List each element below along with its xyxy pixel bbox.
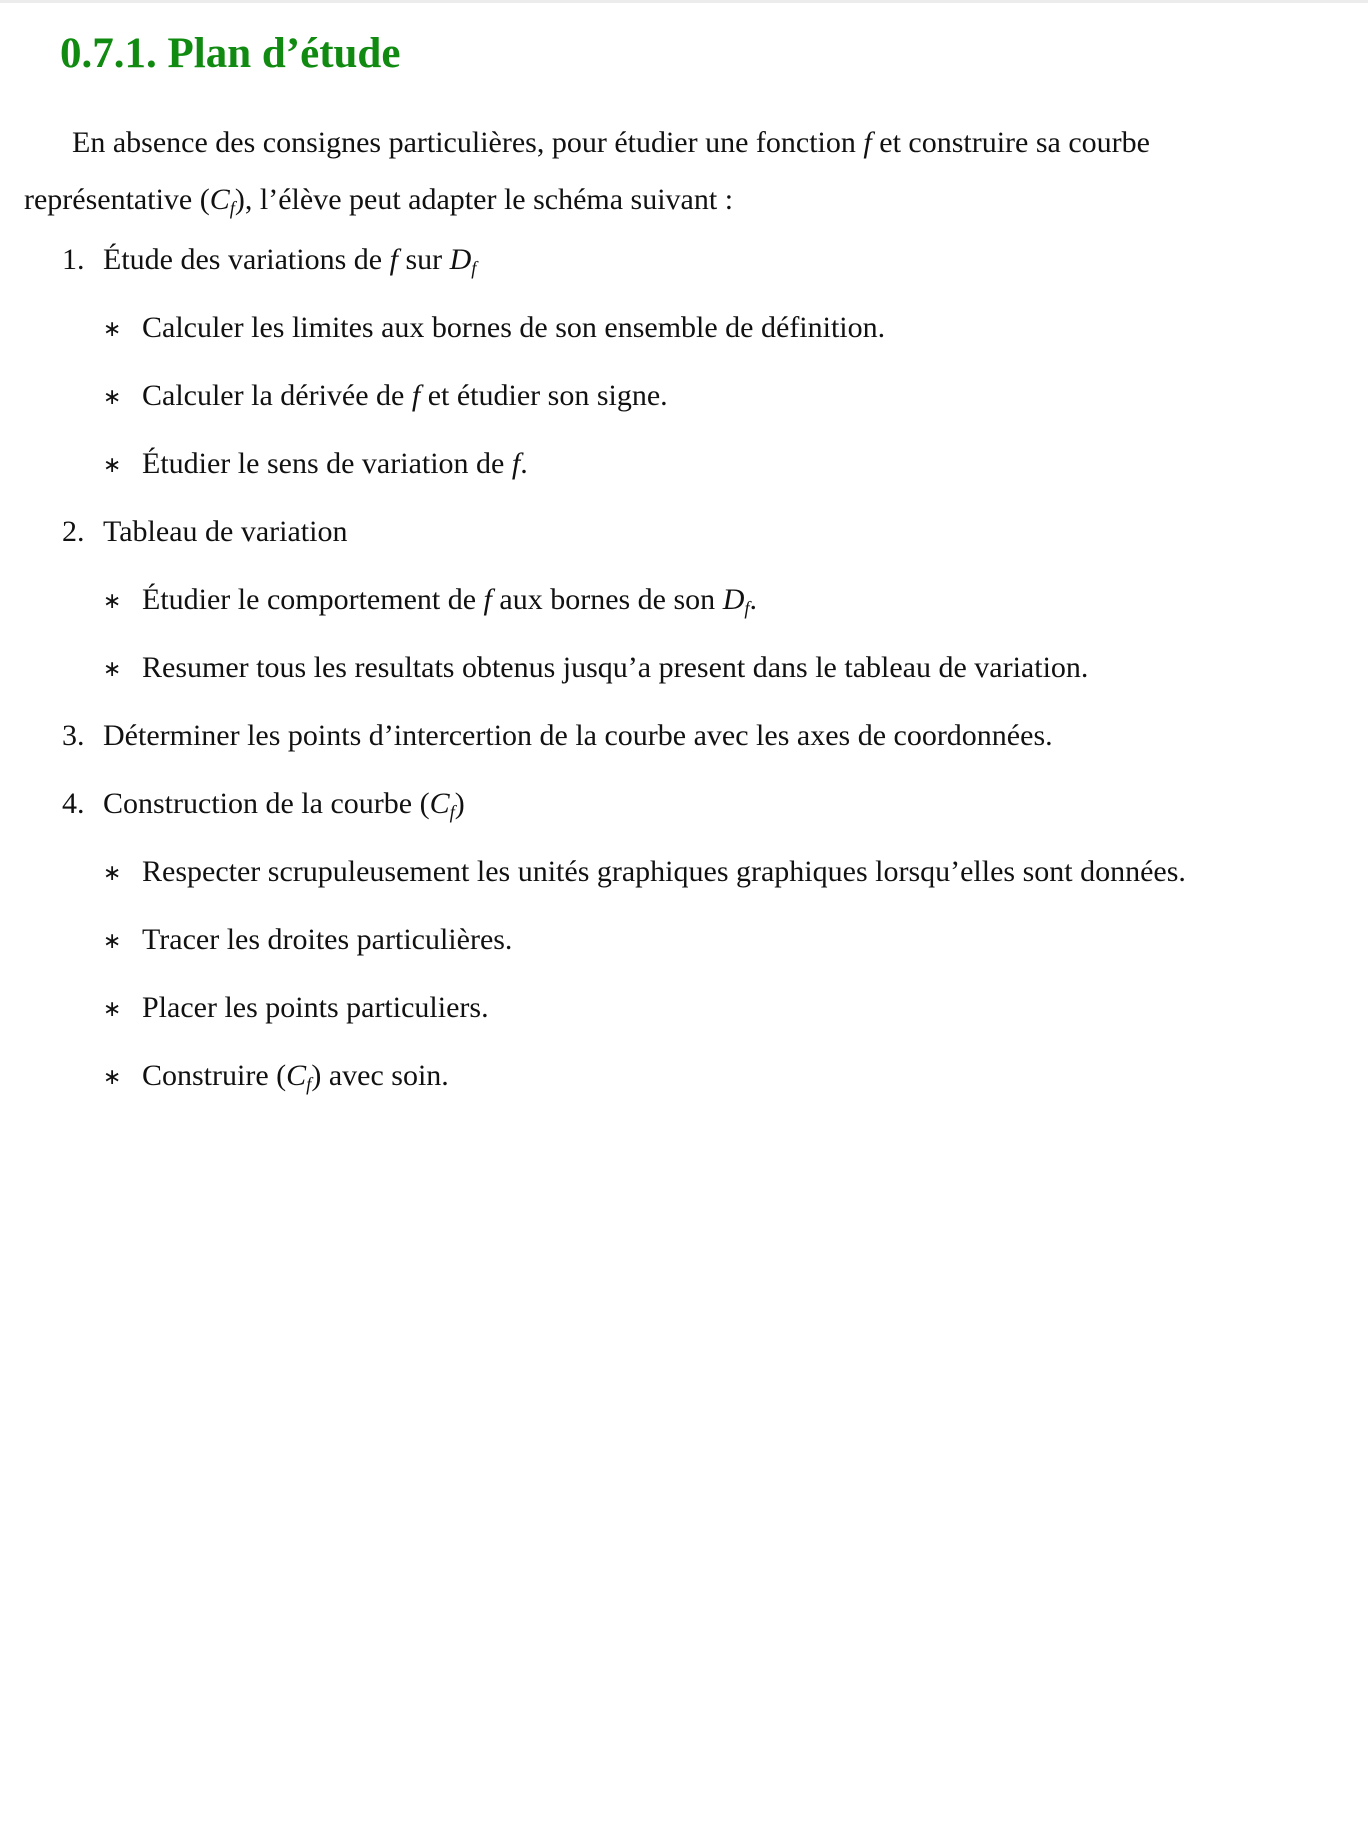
step-number: 1. xyxy=(62,243,85,276)
math-C: C xyxy=(209,183,230,216)
step-1 xyxy=(0,240,1368,512)
intro-paragraph xyxy=(24,114,1274,238)
list-item: ∗ Respecter scrupuleusement les unités graphiques graphiques lorsqu’elles sont données. xyxy=(0,852,1368,920)
step-number: 3. xyxy=(62,719,85,752)
asterisk-bullet-icon: ∗ xyxy=(103,453,122,478)
step-heading xyxy=(0,784,1368,852)
step-title: Étude des variations de f sur $D_f$ xyxy=(103,243,477,280)
asterisk-bullet-icon: ∗ xyxy=(103,385,122,410)
step-heading xyxy=(0,716,1368,784)
step-heading xyxy=(0,240,1368,308)
list-item: ∗ Tracer les droites particulières. xyxy=(0,920,1368,988)
list-item: ∗ Placer les points particuliers. xyxy=(0,988,1368,1056)
list-item: ∗ Calculer la dérivée de f et étudier son signe. xyxy=(0,376,1368,444)
asterisk-bullet-icon: ∗ xyxy=(103,929,122,954)
asterisk-bullet-icon: ∗ xyxy=(103,589,122,614)
asterisk-bullet-icon: ∗ xyxy=(103,997,122,1022)
asterisk-bullet-icon: ∗ xyxy=(103,1065,122,1090)
step-3 xyxy=(0,716,1368,784)
step-number: 2. xyxy=(62,515,85,548)
list-item: ∗ Calculer les limites aux bornes de son ensemble de définition. xyxy=(0,308,1368,376)
asterisk-bullet-icon: ∗ xyxy=(103,861,122,886)
step-title: Construction de la courbe $(C_f)$ xyxy=(103,787,465,824)
page-top-edge xyxy=(0,0,1368,3)
step-4 xyxy=(0,784,1368,1124)
list-item: ∗ Étudier le sens de variation de f. xyxy=(0,444,1368,512)
step-heading xyxy=(0,512,1368,580)
asterisk-bullet-icon: ∗ xyxy=(103,317,122,342)
list-item: ∗ Resumer tous les resultats obtenus jusqu’a present dans le tableau de variation. xyxy=(0,648,1368,716)
step-title: Tableau de variation xyxy=(103,515,348,548)
intro-line-1: En absence des consignes particulières, pour étudier une fonction f et construire sa courbe xyxy=(72,126,1150,159)
math-f: f xyxy=(863,126,872,159)
asterisk-bullet-icon: ∗ xyxy=(103,657,122,682)
list-item: ∗ Étudier le comportement de f aux bornes de son $D_f$. xyxy=(0,580,1368,648)
step-2 xyxy=(0,512,1368,716)
step-number: 4. xyxy=(62,787,85,820)
step-title: Déterminer les points d’intercertion de la courbe avec les axes de coordonnées. xyxy=(103,719,1053,752)
list-item: ∗ Construire $(C_f)$ avec soin. xyxy=(0,1056,1368,1124)
study-plan-list xyxy=(0,240,1368,1124)
intro-line-2: représentative $(C_f)$, l’élève peut adapter le schéma suivant : xyxy=(24,183,734,220)
section-heading: 0.7.1. Plan d’étude xyxy=(60,30,401,77)
